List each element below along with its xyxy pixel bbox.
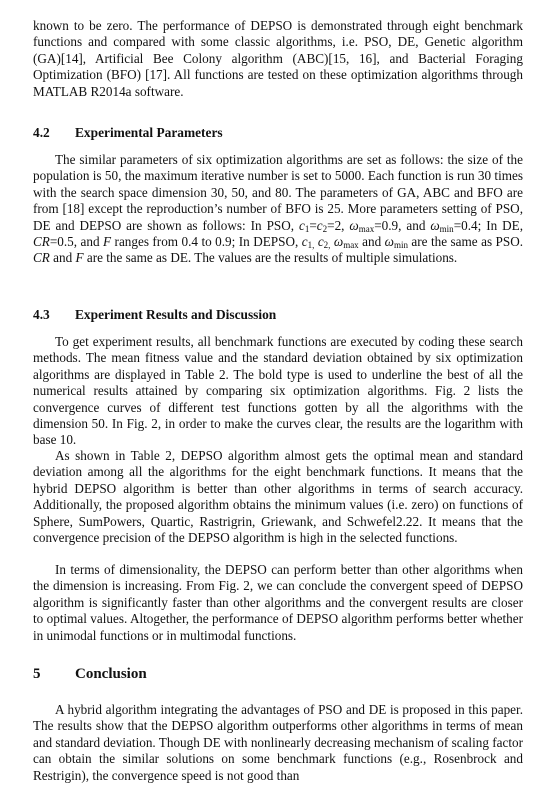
f-symbol: F <box>103 234 112 250</box>
params-text-a: The similar parameters of six optimization algorithms are set as follows: the size of the population is 50, the maximum iterative number is set to 5000. Each function is run 30 times with the search space dimension 30, 50, and 80. The parameters of GA, ABC and BFO are from [18] except the reproduction’s number of BFO is 25. More parameters setting of PSO, DE and DEPSO are shown as follows: In PSO, <box>33 152 523 233</box>
section-4-2-heading <box>33 125 223 141</box>
equals-sign: = <box>309 217 317 233</box>
params-text-end: are the same as DE. The values are the results of multiple simulations. <box>83 250 458 266</box>
section-number: 4.3 <box>33 307 50 322</box>
section-4-2-paragraph <box>33 152 523 267</box>
section-5-heading <box>33 666 147 682</box>
section-title: Experiment Results and Discussion <box>75 307 277 322</box>
omega-max-depso-subscript: max <box>343 240 359 251</box>
section-number: 5 <box>33 666 41 682</box>
omega-min-symbol: ω <box>430 217 440 233</box>
c2-symbol: c <box>316 217 323 233</box>
omega-min-value: =0.4; In DE, <box>453 217 523 233</box>
omega-min-depso-symbol: ω <box>384 234 394 250</box>
and-text: and <box>358 234 385 250</box>
omega-max-symbol: ω <box>349 217 359 233</box>
omega-max-depso-symbol: ω <box>330 234 344 250</box>
c1-depso-subscript: 1, <box>307 240 315 251</box>
intro-paragraph: known to be zero. The performance of DEPSO is demonstrated through eight benchmark functions and compared with some classic algorithms, i.e. PSO, DE, Genetic algorithm (GA)[14], Artificial Bee Colony algorithm (ABC)[15, 16], and Bacterial Foraging Optimization (BFO) [17]. All functions are tested on these optimization algorithms through MATLAB R2014a software. <box>33 18 523 99</box>
c2-depso-symbol: c <box>317 234 324 250</box>
cr-symbol: CR <box>33 234 50 250</box>
cr-symbol-2: CR <box>33 250 50 266</box>
c-value: =2, <box>327 217 350 233</box>
omega-max-subscript: max <box>358 223 375 234</box>
and-text-2: and <box>49 250 76 266</box>
section-title: Conclusion <box>75 666 147 682</box>
omega-max-value: =0.9, and <box>374 217 431 233</box>
c1-depso-symbol: c <box>301 234 308 250</box>
cr-value: =0.5, and <box>49 234 104 250</box>
f-range-text: ranges from 0.4 to 0.9; In DEPSO, <box>111 234 302 250</box>
same-as-pso-text: are the same as PSO. <box>407 234 524 250</box>
section-4-3-heading <box>33 307 276 323</box>
conclusion-paragraph: A hybrid algorithm integrating the advantages of PSO and DE is proposed in this paper. The results show that the DEPSO algorithm outperforms other algorithms in terms of mean and standard deviation. Though DE with nonlinearly decreasing mechanism of scaling factor can obtain the similar solutions on some benchmark functions (e.g., Rosenbrock and Restrigin), the convergence speed is not good than <box>33 702 523 783</box>
f-symbol-2: F <box>75 250 84 266</box>
section-4-3-paragraph-2: As shown in Table 2, DEPSO algorithm almost gets the optimal mean and standard deviation among all the algorithms for the eight benchmark functions. It means that the hybrid DEPSO algorithm is better than other algorithms in terms of search accuracy. Additionally, the proposed algorithm obtains the minimum values (i.e. zero) on functions of Sphere, SumPowers, Quartic, Rastrigrin, Griewank, and Schwefel2.22. It means that the convergence precision of the DEPSO algorithm is high in the selected functions. <box>33 448 523 546</box>
c1-subscript: 1 <box>304 223 310 234</box>
c1-symbol: c <box>299 217 305 233</box>
omega-min-depso-subscript: min <box>393 240 408 251</box>
c2-depso-subscript: 2, <box>323 240 331 251</box>
section-4-3-paragraph-3: In terms of dimensionality, the DEPSO can perform better than other algorithms when the dimension is increasing. From Fig. 2, we can conclude the convergent speed of DEPSO algorithm is significantly faster than other algorithms and the convergent results are closer to optimal values. Altogether, the performance of DEPSO algorithm performs better whether in unimodal functions or in multimodal functions. <box>33 562 523 643</box>
section-title: Experimental Parameters <box>75 125 223 140</box>
c2-subscript: 2 <box>322 223 328 234</box>
section-4-3-paragraph-1: To get experiment results, all benchmark functions are executed by coding these search methods. The mean fitness value and the standard deviation obtained by six optimization algorithms are displayed in Table 2. The bold type is used to underline the best of all the numerical results attained by comparing six optimization algorithms. Fig. 2 lists the convergence curves of different test functions gotten by all the algorithms with the dimension 50. In Fig. 2, in order to make the curves clear, the results are the logarithm with base 10. <box>33 334 523 448</box>
omega-min-subscript: min <box>439 223 454 234</box>
section-number: 4.2 <box>33 125 50 140</box>
